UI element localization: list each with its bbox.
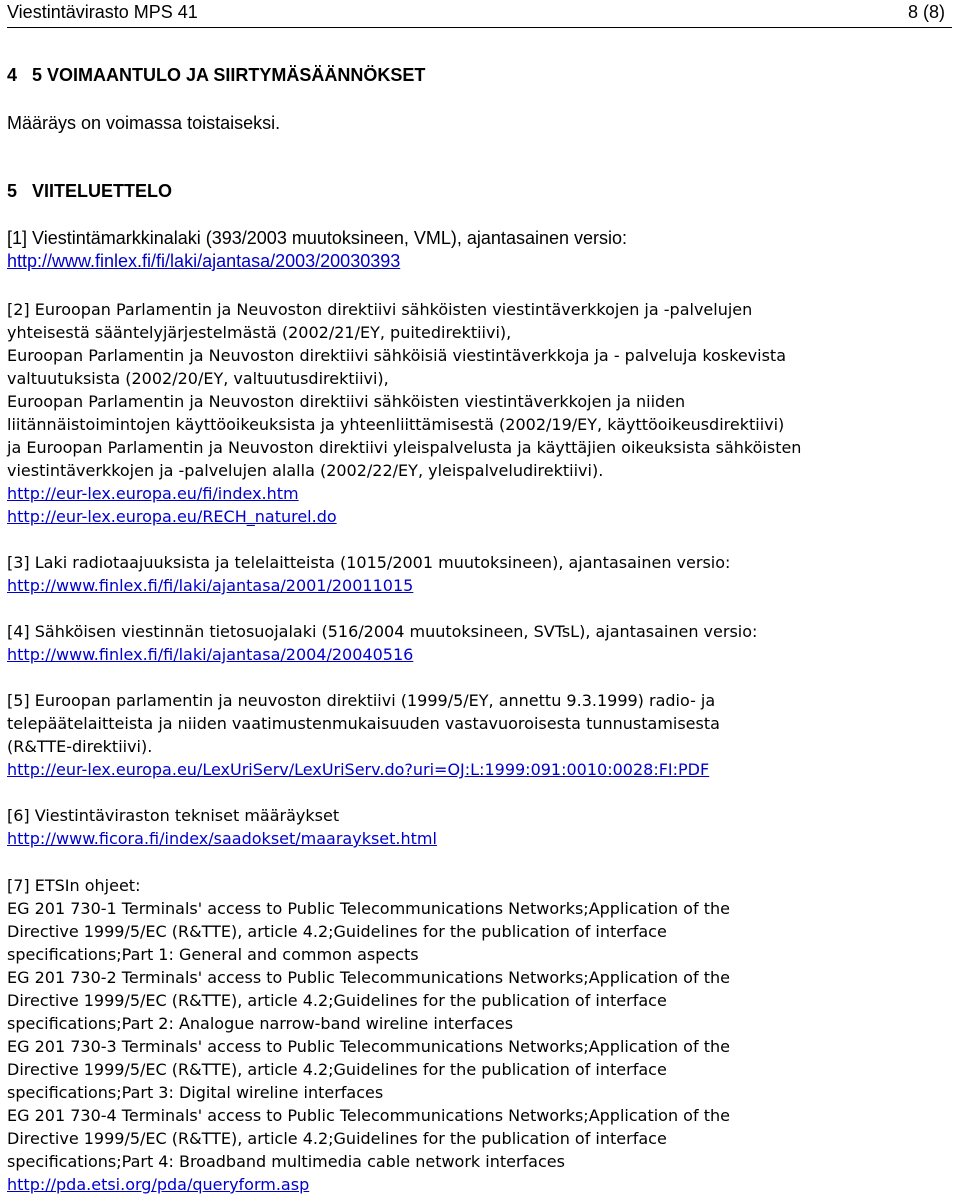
header-page-number: 8 (8) — [907, 2, 945, 22]
reference-7-line: EG 201 730-4 Terminals' access to Public Telecommunications Networks;Application of the — [7, 1106, 730, 1125]
reference-2 — [7, 298, 952, 528]
reference-2-link-eurlex-search[interactable]: http://eur-lex.europa.eu/RECH_naturel.do — [7, 507, 337, 526]
reference-2-line: liitännäistoimintojen käyttöoikeuksista ja yhteenliittämisestä (2002/19/EY, käyttöoikeusdirektiivi) — [7, 415, 785, 434]
reference-7-line: Directive 1999/5/EC (R&TTE), article 4.2;Guidelines for the publication of interface — [7, 922, 667, 941]
reference-3 — [7, 551, 952, 597]
reference-7 — [7, 874, 952, 1196]
reference-5-line: [5] Euroopan parlamentin ja neuvoston direktiivi (1999/5/EY, annettu 9.3.1999) radio- ja — [7, 691, 716, 710]
reference-2-link-eurlex-index[interactable]: http://eur-lex.europa.eu/fi/index.htm — [7, 484, 299, 503]
reference-7-link[interactable]: http://pda.etsi.org/pda/queryform.asp — [7, 1175, 310, 1194]
reference-7-line: EG 201 730-1 Terminals' access to Public Telecommunications Networks;Application of the — [7, 899, 730, 918]
reference-5-line: telepäätelaitteista ja niiden vaatimustenmukaisuuden vastavuoroisesta tunnustamisesta — [7, 714, 720, 733]
reference-7-line: [7] ETSIn ohjeet: — [7, 876, 141, 895]
reference-5-link[interactable]: http://eur-lex.europa.eu/LexUriServ/LexUriServ.do?uri=OJ:L:1999:091:0010:0028:FI:PDF — [7, 760, 710, 779]
reference-4 — [7, 620, 952, 666]
reference-7-line: EG 201 730-2 Terminals' access to Public Telecommunications Networks;Application of the — [7, 968, 730, 987]
reference-1 — [7, 227, 952, 273]
reference-2-line: yhteisestä sääntelyjärjestelmästä (2002/21/EY, puitedirektiivi), — [7, 323, 512, 342]
reference-7-line: Directive 1999/5/EC (R&TTE), article 4.2;Guidelines for the publication of interface — [7, 1060, 667, 1079]
reference-1-link[interactable]: http://www.finlex.fi/fi/laki/ajantasa/2003/20030393 — [7, 251, 401, 271]
reference-2-line: viestintäverkkojen ja -palvelujen alalla (2002/22/EY, yleispalveludirektiivi). — [7, 461, 604, 480]
reference-2-line: valtuutuksista (2002/20/EY, valtuutusdirektiivi), — [7, 369, 389, 388]
reference-7-line: Directive 1999/5/EC (R&TTE), article 4.2;Guidelines for the publication of interface — [7, 991, 667, 1010]
reference-4-text: [4] Sähköisen viestinnän tietosuojalaki (516/2004 muutoksineen, SVTsL), ajantasainen versio: — [7, 622, 758, 641]
reference-7-line: specifications;Part 3: Digital wireline interfaces — [7, 1083, 384, 1102]
reference-7-line: specifications;Part 2: Analogue narrow-band wireline interfaces — [7, 1014, 514, 1033]
reference-3-link[interactable]: http://www.finlex.fi/fi/laki/ajantasa/2001/20011015 — [7, 576, 414, 595]
section-5-title: 5 VIITELUETTELO — [7, 181, 173, 201]
reference-4-link[interactable]: http://www.finlex.fi/fi/laki/ajantasa/2004/20040516 — [7, 645, 414, 664]
reference-2-line: Euroopan Parlamentin ja Neuvoston direktiivi sähköisiä viestintäverkkoja ja - palveluja koskevista — [7, 346, 787, 365]
reference-5-line: (R&TTE-direktiivi). — [7, 737, 153, 756]
reference-7-line: EG 201 730-3 Terminals' access to Public Telecommunications Networks;Application of the — [7, 1037, 730, 1056]
header-agency-doc: Viestintävirasto MPS 41 — [7, 2, 198, 22]
reference-1-text: [1] Viestintämarkkinalaki (393/2003 muutoksineen, VML), ajantasainen versio: — [7, 228, 628, 248]
reference-2-line: [2] Euroopan Parlamentin ja Neuvoston direktiivi sähköisten viestintäverkkojen ja -palvelujen — [7, 300, 753, 319]
reference-6-link[interactable]: http://www.ficora.fi/index/saadokset/maaraykset.html — [7, 829, 437, 848]
page-header — [7, 0, 945, 26]
reference-6-text: [6] Viestintäviraston tekniset määräykset — [7, 806, 340, 825]
reference-7-line: specifications;Part 4: Broadband multimedia cable network interfaces — [7, 1152, 565, 1171]
reference-2-line: Euroopan Parlamentin ja Neuvoston direktiivi sähköisten viestintäverkkojen ja niiden — [7, 392, 686, 411]
header-divider — [7, 27, 952, 28]
section-4-title: 4 5 VOIMAANTULO JA SIIRTYMÄSÄÄNNÖKSET — [7, 65, 426, 85]
reference-7-line: Directive 1999/5/EC (R&TTE), article 4.2;Guidelines for the publication of interface — [7, 1129, 667, 1148]
reference-5 — [7, 689, 952, 781]
reference-2-line: ja Euroopan Parlamentin ja Neuvoston direktiivi yleispalvelusta ja käyttäjien oikeuksista sähköisten — [7, 438, 802, 457]
reference-6 — [7, 804, 952, 850]
section-4-text: Määräys on voimassa toistaiseksi. — [7, 113, 281, 133]
reference-3-text: [3] Laki radiotaajuuksista ja telelaitteista (1015/2001 muutoksineen), ajantasainen versio: — [7, 553, 731, 572]
reference-7-line: specifications;Part 1: General and common aspects — [7, 945, 419, 964]
